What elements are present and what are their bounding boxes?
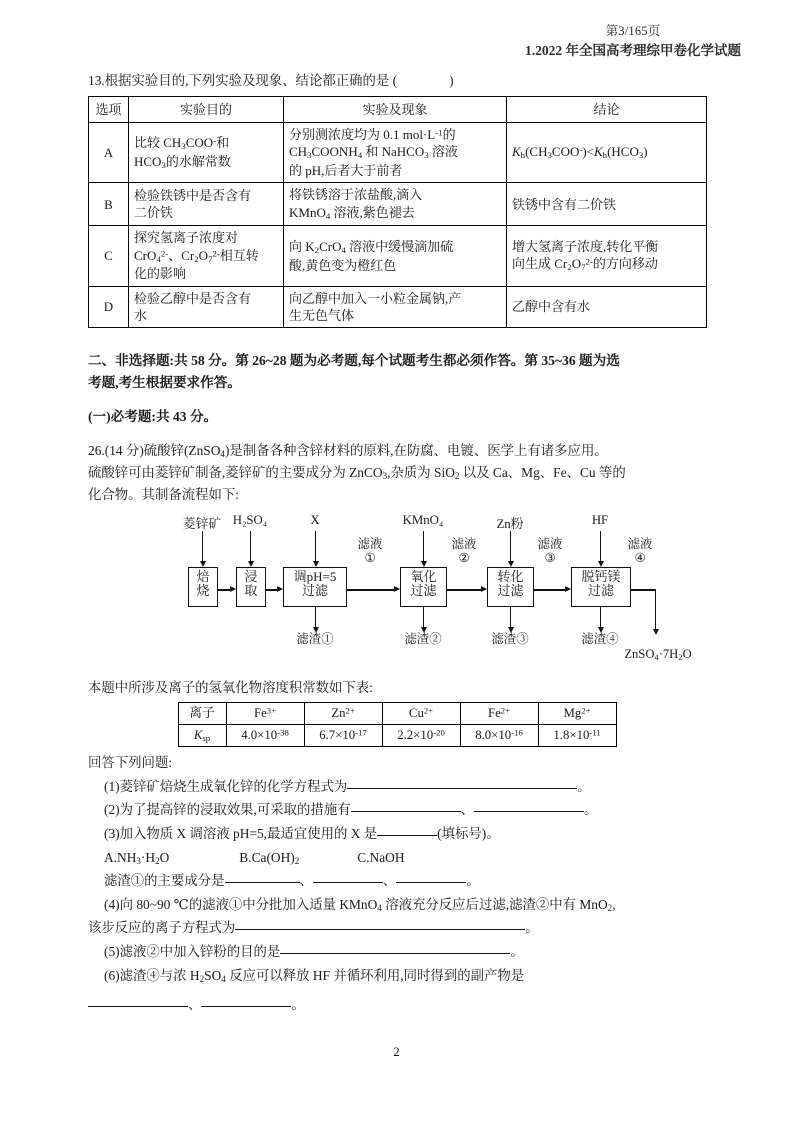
ksp-ion-mg2: $Mg^{2+}$ — [538, 703, 616, 725]
flow-filtrate-2-text: 滤液 — [451, 537, 477, 552]
flow-filtrate-4-text: 滤液 — [627, 537, 653, 552]
sub-question-1-end: 。 — [577, 778, 591, 794]
table-header-row — [89, 96, 707, 122]
answer-blank[interactable] — [88, 1006, 188, 1007]
flow-box-decalcification-l1: 脱钙镁 — [581, 569, 621, 585]
question-13-table — [88, 96, 707, 328]
flow-box-oxidation — [400, 567, 447, 607]
table-row — [89, 226, 707, 286]
question-26-line2: 硫酸锌可由菱锌矿制备,菱锌矿的主要成分为 ZnCO$_3$,杂质为 SiO$_2$ 以及 Ca、Mg、Fe、Cu 等的 — [88, 464, 626, 481]
row-option-label: A — [89, 123, 129, 183]
answer-blank[interactable] — [280, 953, 510, 954]
row-aim: 检验乙醇中是否含有 水 — [129, 286, 284, 328]
answer-blank[interactable] — [377, 835, 437, 836]
flow-filtrate-1-num: ① — [364, 550, 376, 565]
section-2-subsection: (一)必考题:共 43 分。 — [88, 409, 218, 425]
flow-filtrate-3-text: 滤液 — [537, 537, 563, 552]
flow-filtrate-1-text: 滤液 — [357, 537, 383, 552]
table-row — [89, 286, 707, 328]
flow-box-oxidation-l1: 氧化 — [410, 569, 437, 585]
ksp-ion-fe2: $Fe^{2+}$ — [460, 703, 538, 725]
flow-box-ph-adjust-l1: 调pH=5 — [293, 569, 337, 585]
preparation-flowchart — [88, 513, 706, 673]
row-phenomenon: 向 $K_2CrO_4$ 溶液中缓慢滴加硫 酸,黄色变为橙红色 — [284, 226, 507, 286]
flow-box-ph-adjust — [283, 567, 347, 607]
sub-question-5-text: (5)滤液②中加入锌粉的目的是 — [104, 943, 281, 959]
flow-product-znso4-7h2o: $ZnSO_4\cdot 7H_2O$ — [624, 647, 692, 663]
section-2-heading-line1: 二、非选择题:共 58 分。第 26~28 题为必考题,每个试题考生都必须作答。第 35~36 题为选 — [88, 353, 620, 369]
flow-filtrate-label-2 — [452, 538, 477, 565]
flow-filtrate-label-1 — [358, 538, 383, 565]
flow-residue-2: 滤渣② — [404, 632, 442, 647]
row-phenomenon: 将铁锈溶于浓盐酸,滴入 KMnO$_4$ 溶液,紫色褪去 — [284, 183, 507, 226]
sub-question-1-text: (1)菱锌矿焙烧生成氧化锌的化学方程式为 — [104, 778, 348, 794]
answer-blank[interactable] — [474, 811, 584, 812]
sub-question-3b — [88, 869, 706, 893]
flow-box-decalcification-l2: 过滤 — [587, 583, 614, 599]
section-2-heading-line2: 考题,考生根据要求作答。 — [88, 375, 241, 391]
answer-blank[interactable] — [225, 882, 300, 883]
flow-box-leaching-l1: 浸 — [244, 569, 258, 585]
flow-box-leaching-l2: 取 — [244, 583, 258, 599]
flow-filtrate-label-4 — [628, 538, 653, 565]
option-a[interactable]: $A.NH_3\cdot H_2O$ — [104, 849, 170, 866]
flow-reagent-zn-powder: Zn粉 — [496, 517, 524, 532]
ksp-value-cu2: $2.2\times 10^{-20}$ — [382, 724, 460, 746]
sub-question-4-line1: (4)向 80~90 ℃的滤液①中分批加入适量 KMnO$_4$ 溶液充分反应后过滤,滤渣②中有 MnO$_2$, — [104, 896, 616, 913]
sub-question-2-sep: 、 — [460, 802, 474, 818]
question-13-stem — [88, 72, 706, 91]
sub-question-3-options — [88, 846, 706, 870]
question-13-stem-text: 13.根据实验目的,下列实验及现象、结论都正确的是 ( — [88, 73, 398, 88]
flow-box-roasting-l1: 焙 — [196, 569, 210, 585]
flow-residue-4: 滤渣④ — [581, 632, 619, 647]
sub-question-3b-sep2: 、 — [382, 873, 397, 889]
answer-prompt: 回答下列问题: — [88, 755, 173, 771]
ksp-value-fe3: $4.0\times 10^{-38}$ — [226, 724, 304, 746]
answer-blank[interactable] — [235, 929, 525, 930]
answer-blank[interactable] — [347, 788, 577, 789]
flow-box-leaching — [236, 567, 266, 607]
ksp-row-header-ion: 离子 — [178, 703, 226, 725]
sub-question-6-sep: 、 — [188, 997, 202, 1013]
ksp-value-row — [178, 724, 616, 746]
flow-box-roasting — [188, 567, 218, 607]
ksp-ion-row — [178, 703, 616, 725]
answer-blank[interactable] — [313, 882, 383, 883]
flow-box-roasting-l2: 烧 — [196, 583, 210, 599]
question-13-stem-close: ) — [449, 73, 454, 88]
row-phenomenon: 向乙醇中加入一小粒金属钠,产 生无色气体 — [284, 286, 507, 328]
sub-question-6-blanks — [88, 993, 706, 1017]
ksp-value-fe2: $8.0\times 10^{-16}$ — [460, 724, 538, 746]
page-header — [525, 22, 741, 62]
flow-filtrate-2-num: ② — [458, 550, 470, 565]
row-conclusion: 乙醇中含有水 — [507, 286, 707, 328]
ksp-ion-cu2: $Cu^{2+}$ — [382, 703, 460, 725]
row-conclusion: 增大氢离子浓度,转化平衡 向生成 $Cr_2O_7^{2-}$的方向移动 — [507, 226, 707, 286]
question-26-line3: 化合物。其制备流程如下: — [88, 486, 240, 502]
row-phenomenon: 分别测浓度均为 0.1 $mol\cdot L^{-1}$的 $CH_3COONH_4$ 和 NaHCO$_3$ 溶液 的 pH,后者大于前者 — [284, 123, 507, 183]
flow-box-conversion — [487, 567, 534, 607]
sub-question-4-line2 — [88, 916, 706, 940]
row-aim: 比较 $CH_3COO^-$和 $HCO_3$的水解常数 — [129, 123, 284, 183]
ksp-row-header-ksp: $K_{sp}$ — [178, 724, 226, 746]
ksp-ion-fe3: $Fe^{3+}$ — [226, 703, 304, 725]
answer-blank[interactable] — [201, 1006, 291, 1007]
ksp-table-intro: 本题中所涉及离子的氢氧化物溶度积常数如下表: — [88, 680, 373, 696]
flow-reagent-h2so4: H₂SO₄ — [232, 513, 268, 528]
answer-blank[interactable] — [351, 811, 461, 812]
sub-question-2 — [88, 798, 706, 822]
flow-filtrate-4-num: ④ — [634, 550, 646, 565]
flow-filtrate-label-3 — [538, 538, 563, 565]
flow-residue-3: 滤渣③ — [491, 632, 529, 647]
option-c[interactable]: C.NaOH — [357, 849, 405, 865]
flow-reagent-x: X — [310, 513, 320, 528]
header-page-marker: 第3/165页 — [605, 24, 661, 38]
sub-question-6-end: 。 — [291, 997, 305, 1013]
page-number: 2 — [393, 1044, 400, 1059]
answer-blank[interactable] — [396, 882, 466, 883]
row-option-label: B — [89, 183, 129, 226]
sub-question-3-text: (3)加入物质 X 调溶液 pH=5,最适宜使用的 X 是 — [104, 825, 378, 841]
sub-question-3-end: (填标号)。 — [437, 825, 500, 841]
sub-question-5 — [88, 940, 706, 964]
option-b[interactable]: $B.Ca(OH)_2$ — [239, 849, 300, 866]
flow-reagent-hf: HF — [591, 513, 609, 528]
row-aim: 探究氢离子浓度对 CrO$_4^{2-}$、$Cr_2O_7^{2-}$相互转 化的影响 — [129, 226, 284, 286]
ksp-value-zn2: $6.7\times 10^{-17}$ — [304, 724, 382, 746]
flow-box-ph-adjust-l2: 过滤 — [301, 583, 328, 599]
sub-question-1 — [88, 775, 706, 799]
ksp-value-mg2: $1.8\times 10^{-11}$ — [538, 724, 616, 746]
flow-box-conversion-l2: 过滤 — [497, 583, 524, 599]
table-row — [89, 123, 707, 183]
flow-box-oxidation-l2: 过滤 — [410, 583, 437, 599]
column-header-conclusion: 结论 — [507, 96, 707, 122]
question-26-line1: 26.(14 分)硫酸锌(ZnSO$_4$)是制备各种含锌材料的原料,在防腐、电镀、医学上有诸多应用。 — [88, 443, 608, 460]
header-doc-title: 1.2022 年全国高考理综甲卷化学试题 — [525, 43, 741, 59]
flow-box-conversion-l1: 转化 — [497, 569, 524, 585]
ksp-table — [178, 702, 617, 747]
row-option-label: C — [89, 226, 129, 286]
ksp-ion-zn2: $Zn^{2+}$ — [304, 703, 382, 725]
sub-question-4-text: 该步反应的离子方程式为 — [88, 920, 236, 936]
sub-question-4-end: 。 — [525, 920, 539, 936]
flow-box-decalcification — [571, 567, 631, 607]
table-row — [89, 183, 707, 226]
row-conclusion: 铁锈中含有二价铁 — [507, 183, 707, 226]
column-header-option: 选项 — [89, 96, 129, 122]
sub-question-3b-sep: 、 — [299, 873, 313, 889]
row-aim: 检验铁锈中是否含有 二价铁 — [129, 183, 284, 226]
column-header-aim: 实验目的 — [129, 96, 284, 122]
flow-reagent-lingxinkuang: 菱锌矿 — [182, 517, 222, 532]
flow-reagent-kmno4: KMnO₄ — [402, 513, 444, 528]
sub-question-6: (6)滤渣④与浓 $H_2SO_4$ 反应可以释放 HF 并循环利用,同时得到的副产物是 — [104, 967, 525, 984]
row-conclusion: $K_h(CH_3COO^-)<K_h(HCO_3)$ — [507, 123, 707, 183]
sub-question-3 — [88, 822, 706, 846]
sub-question-3b-text: 滤渣①的主要成分是 — [104, 873, 225, 889]
sub-question-2-end: 。 — [584, 802, 598, 818]
column-header-phenomenon: 实验及现象 — [284, 96, 507, 122]
sub-question-2-text: (2)为了提高锌的浸取效果,可采取的措施有 — [104, 802, 351, 818]
sub-question-5-end: 。 — [510, 943, 524, 959]
document-content — [88, 72, 706, 1017]
flow-residue-1: 滤渣① — [296, 632, 334, 647]
row-option-label: D — [89, 286, 129, 328]
sub-question-3b-end: 。 — [466, 873, 480, 889]
table-body — [89, 123, 707, 328]
flow-filtrate-3-num: ③ — [544, 550, 556, 565]
